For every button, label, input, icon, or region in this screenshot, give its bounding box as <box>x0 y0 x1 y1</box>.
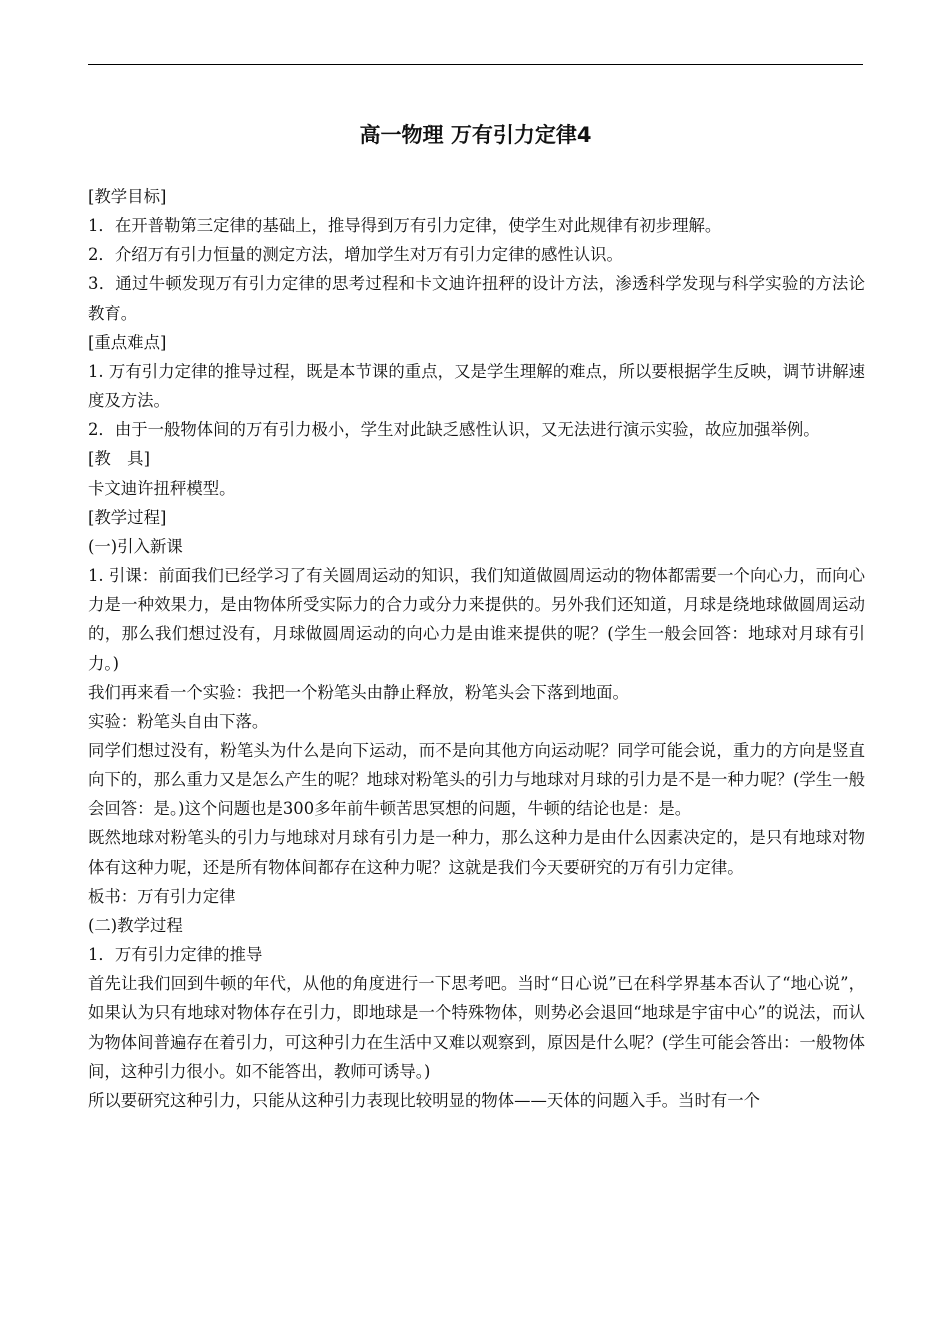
paragraph-celestial-bodies: 所以要研究这种引力，只能从这种引力表现比较明显的物体——天体的问题入手。当时有一个 <box>88 1090 761 1110</box>
objective-3: 3．通过牛顿发现万有引力定律的思考过程和卡文迪许扭秤的设计方法，渗透科学发现与科学实验的方法论教育。 <box>88 274 865 323</box>
teaching-aid-item: 卡文迪许扭秤模型。 <box>88 478 236 498</box>
subsection-introduction: (一)引入新课 <box>88 536 183 556</box>
paragraph-research-question: 既然地球对粉笔头的引力与地球对月球有引力是一种力，那么这种力是由什么因素决定的，是只有地球对物体有这种力呢，还是所有物体间都存在这种力呢？这就是我们今天要研究的万有引力定律。 <box>88 828 865 877</box>
key-point-2: 2．由于一般物体间的万有引力极小，学生对此缺乏感性认识，又无法进行演示实验，故应加强举例。 <box>88 420 820 440</box>
key-point-1: 1. 万有引力定律的推导过程，既是本节课的重点，又是学生理解的难点，所以要根据学生反映，调节讲解速度及方法。 <box>88 361 865 411</box>
objective-2: 2．介绍万有引力恒量的测定方法，增加学生对万有引力定律的感性认识。 <box>88 245 623 265</box>
section-heading-teaching-aids: [教 具] <box>88 449 150 469</box>
paragraph-board-note: 板书：万有引力定律 <box>88 886 236 906</box>
section-heading-process: [教学过程] <box>88 507 167 527</box>
paragraph-intro-lead: 1. 引课：前面我们已经学习了有关圆周运动的知识，我们知道做圆周运动的物体都需要一个向心力，而向心力是一种效果力，是由物体所受实际力的合力或分力来提供的。另外我们还知道，月球是绕地球做圆周运动的，那么我们想过没有，月球做圆周运动的向心力是由谁来提供的呢？(学生一般会回答：地球对月球有引力。) <box>88 566 865 673</box>
document-title: 高一物理 万有引力定律4 <box>359 123 592 147</box>
objective-1: 1．在开普勒第三定律的基础上，推导得到万有引力定律，使学生对此规律有初步理解。 <box>88 216 722 236</box>
paragraph-experiment: 实验：粉笔头自由下落。 <box>88 711 269 731</box>
paragraph-newton-era: 首先让我们回到牛顿的年代，从他的角度进行一下思考吧。当时“日心说”已在科学界基本否认了“地心说”，如果认为只有地球对物体存在引力，即地球是一个特殊物体，则势必会退回“地球是宇宙中心”的说法，而认为物体间普遍存在着引力，可这种引力在生活中又难以观察到，原因是什么呢？(学生可能会答出：一般物体间，这种引力很小。如不能答出，教师可诱导。) <box>88 974 865 1081</box>
header-rule <box>88 64 863 65</box>
document-body <box>88 182 865 1115</box>
paragraph-gravity-question: 同学们想过没有，粉笔头为什么是向下运动，而不是向其他方向运动呢？同学可能会说，重力的方向是竖直向下的，那么重力又是怎么产生的呢？地球对粉笔头的引力与地球对月球的引力是不是一种力呢？(学生一般会回答：是。)这个问题也是300多年前牛顿苦思冥想的问题，牛顿的结论也是：是。 <box>88 740 865 819</box>
subsection-teaching-process: (二)教学过程 <box>88 915 183 935</box>
subsection-derivation: 1．万有引力定律的推导 <box>88 945 263 965</box>
section-heading-objectives: [教学目标] <box>88 187 167 206</box>
paragraph-experiment-setup: 我们再来看一个实验：我把一个粉笔头由静止释放，粉笔头会下落到地面。 <box>88 682 629 702</box>
section-heading-key-points: [重点难点] <box>88 332 167 352</box>
